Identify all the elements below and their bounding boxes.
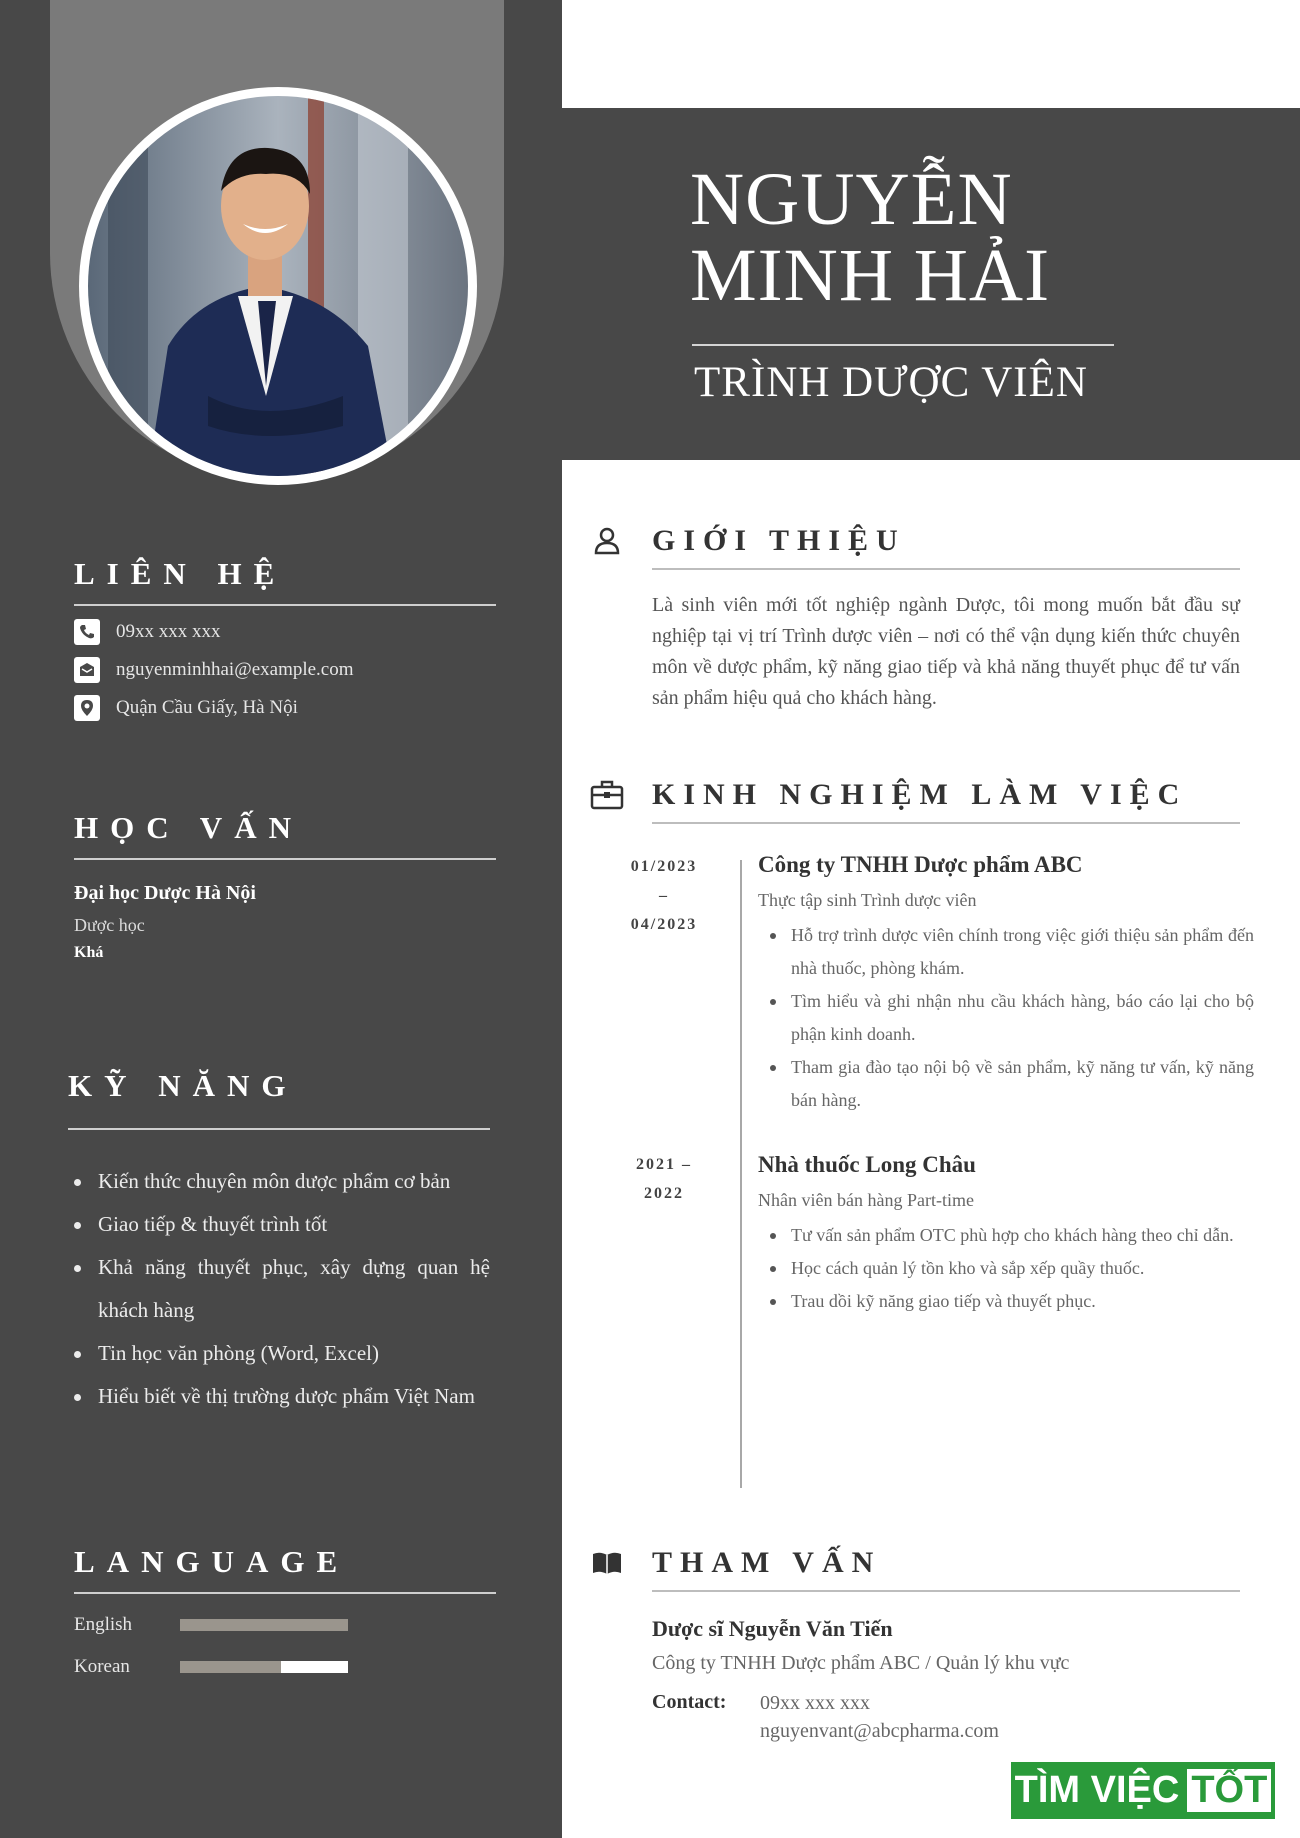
logo-text-main: TÌM VIỆC — [1014, 1769, 1180, 1811]
skills-section — [68, 1068, 490, 1418]
reference-title: Công ty TNHH Dược phẩm ABC / Quản lý khu vực — [652, 1652, 1070, 1674]
skill-item: Khả năng thuyết phục, xây dựng quan hệ khách hàng — [68, 1246, 490, 1332]
task-list — [758, 1219, 1254, 1318]
reference-divider — [652, 1590, 1240, 1592]
timeline-line — [740, 860, 742, 1488]
address-text: Quận Cầu Giấy, Hà Nội — [116, 697, 298, 718]
reference-email[interactable]: nguyenvant@abcpharma.com — [760, 1720, 999, 1742]
language-heading: LANGUAGE — [74, 1544, 350, 1579]
date-end: 2022 — [644, 1185, 684, 1202]
skill-item: Kiến thức chuyên môn dược phẩm cơ bản — [68, 1160, 490, 1203]
intro-text: Là sinh viên mới tốt nghiệp ngành Dược, tôi mong muốn bắt đầu sự nghiệp tại vị trí Trình dược viên – nơi có thể vận dụng kiến thức chuyên môn về dược phẩm, kỹ năng giao tiếp và khả năng thuyết phục để tư vấn sản phẩm hiệu quả cho khách hàng. — [652, 594, 1240, 709]
company-name: Công ty TNHH Dược phẩm ABC — [758, 852, 1083, 877]
task-item: Tư vấn sản phẩm OTC phù hợp cho khách hàng theo chỉ dẫn. — [758, 1219, 1254, 1252]
sidebar — [0, 0, 562, 1838]
briefcase-icon — [590, 778, 624, 812]
experience-header — [590, 778, 1240, 812]
reference-contact-values — [760, 1689, 999, 1745]
language-item — [74, 1656, 496, 1678]
mail-icon — [74, 657, 100, 683]
logo-text-accent: TỐT — [1187, 1769, 1271, 1812]
intro-header — [590, 524, 1240, 558]
contact-heading: LIÊN HỆ — [74, 556, 287, 591]
language-level-bar — [180, 1619, 348, 1631]
reference-heading: THAM VẤN — [652, 1546, 882, 1579]
date-start: 2021 – — [636, 1156, 692, 1173]
date-end: 04/2023 — [630, 916, 698, 933]
task-item: Tìm hiểu và ghi nhận nhu cầu khách hàng, báo cáo lại cho bộ phận kinh doanh. — [758, 985, 1254, 1051]
profile-photo — [88, 96, 468, 476]
user-icon — [590, 524, 624, 558]
task-item: Tham gia đào tạo nội bộ về sản phẩm, kỹ năng tư vấn, kỹ năng bán hàng. — [758, 1051, 1254, 1117]
job-role: Thực tập sinh Trình dược viên — [758, 890, 977, 910]
language-section — [74, 1544, 496, 1678]
header-divider — [692, 344, 1114, 346]
reference-name: Dược sĩ Nguyễn Văn Tiến — [652, 1616, 893, 1641]
timviectot-logo — [1011, 1762, 1275, 1819]
book-icon — [590, 1546, 624, 1580]
task-item: Trau dồi kỹ năng giao tiếp và thuyết phục. — [758, 1285, 1254, 1318]
reference-contact — [652, 1691, 1240, 1745]
email-text[interactable]: nguyenminhhai@example.com — [116, 659, 354, 680]
intro-section — [590, 524, 1240, 714]
reference-contact-label: Contact: — [652, 1691, 727, 1713]
education-grade: Khá — [74, 944, 104, 961]
language-divider — [74, 1592, 496, 1594]
experience-divider — [652, 822, 1240, 824]
experience-section — [590, 778, 1240, 824]
language-level-bar — [180, 1661, 348, 1673]
contact-address — [74, 696, 496, 720]
skills-heading: KỸ NĂNG — [68, 1068, 298, 1103]
intro-divider — [652, 568, 1240, 570]
task-item: Hỗ trợ trình dược viên chính trong việc giới thiệu sản phẩm đến nhà thuốc, phòng khám. — [758, 919, 1254, 985]
experience-heading: KINH NGHIỆM LÀM VIỆC — [652, 778, 1188, 811]
experience-details — [758, 852, 1254, 1117]
reference-header — [590, 1546, 1240, 1580]
name-second-line: MINH HẢI — [690, 234, 1051, 317]
reference-section — [590, 1546, 1240, 1745]
language-level-fill — [180, 1661, 281, 1673]
education-heading: HỌC VẤN — [74, 810, 303, 845]
name-first-line: NGUYỄN — [690, 158, 1013, 241]
reference-phone: 09xx xxx xxx — [760, 1692, 870, 1714]
language-name: Korean — [74, 1656, 130, 1677]
education-divider — [74, 858, 496, 860]
experience-dates — [616, 852, 712, 939]
contact-divider — [74, 604, 496, 606]
education-section — [74, 810, 496, 962]
intro-heading: GIỚI THIỆU — [652, 524, 906, 557]
contact-phone — [74, 620, 496, 644]
task-item: Học cách quản lý tồn kho và sắp xếp quầy thuốc. — [758, 1252, 1254, 1285]
phone-icon — [74, 619, 100, 645]
location-pin-icon — [74, 695, 100, 721]
date-separator: – — [659, 887, 669, 904]
education-school: Đại học Dược Hà Nội — [74, 882, 256, 904]
experience-details — [758, 1152, 1254, 1318]
skill-item: Hiểu biết về thị trường dược phẩm Việt Nam — [68, 1375, 490, 1418]
company-name: Nhà thuốc Long Châu — [758, 1152, 976, 1177]
date-start: 01/2023 — [630, 858, 698, 875]
task-list — [758, 919, 1254, 1117]
contact-email — [74, 658, 496, 682]
skills-list — [68, 1160, 490, 1418]
job-role: Nhân viên bán hàng Part-time — [758, 1190, 974, 1210]
skill-item: Tin học văn phòng (Word, Excel) — [68, 1332, 490, 1375]
job-title: TRÌNH DƯỢC VIÊN — [694, 359, 1088, 406]
skills-divider — [68, 1128, 490, 1130]
phone-text: 09xx xxx xxx — [116, 621, 221, 642]
header-band — [562, 108, 1300, 460]
language-level-fill — [180, 1619, 348, 1631]
contact-section — [74, 556, 496, 720]
language-level-rest — [281, 1661, 348, 1673]
language-name: English — [74, 1614, 133, 1635]
education-major: Dược học — [74, 915, 145, 935]
language-item — [74, 1614, 496, 1636]
experience-dates — [616, 1150, 712, 1208]
skill-item: Giao tiếp & thuyết trình tốt — [68, 1203, 490, 1246]
